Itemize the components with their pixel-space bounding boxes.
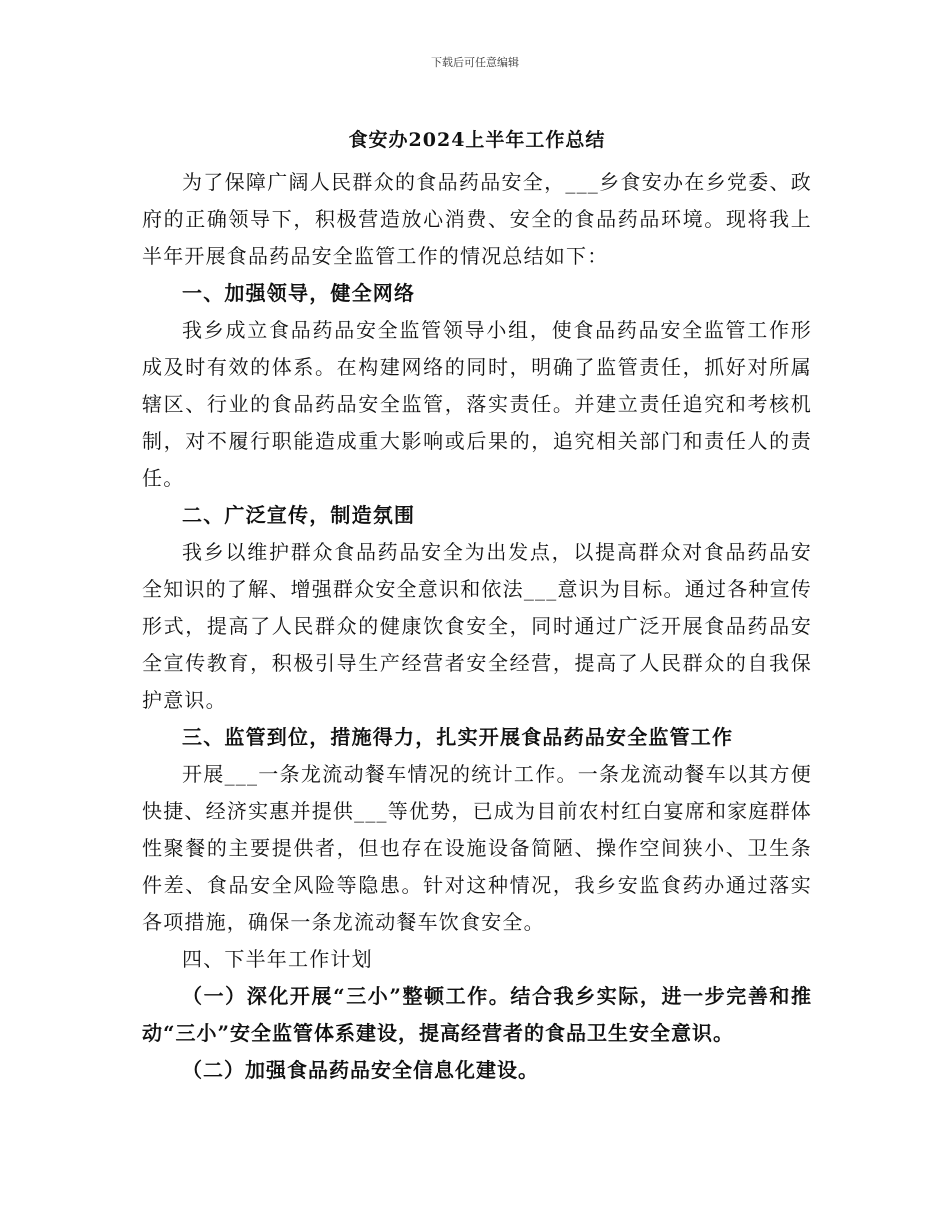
header-note: 下载后可任意编辑 bbox=[431, 56, 519, 69]
plan-item-1: （一）深化开展“三小”整顿工作。结合我乡实际，进一步完善和推动“三小”安全监管体系建设，提高经营者的食品卫生安全意识。 bbox=[142, 984, 812, 1045]
plan-heading: 四、下半年工作计划 bbox=[182, 947, 373, 971]
document-title: 食安办2024上半年工作总结 bbox=[348, 129, 606, 151]
section-body-1: 我乡成立食品药品安全监管领导小组，使食品药品安全监管工作形成及时有效的体系。在构建网络的同时，明确了监管责任，抓好对所属辖区、行业的食品药品安全监管，落实责任。并建立责任追究和考核机制，对不履行职能造成重大影响或后果的，追究相关部门和责任人的责任。 bbox=[142, 318, 812, 490]
plan-item-2: （二）加强食品药品安全信息化建设。 bbox=[182, 1058, 539, 1082]
section-body-2: 我乡以维护群众食品药品安全为出发点，以提高群众对食品药品安全知识的了解、增强群众安全意识和依法___意识为目标。通过各种宣传形式，提高了人民群众的健康饮食安全，同时通过广泛开展食品药品安全宣传教育，积极引导生产经营者安全经营，提高了人民群众的自我保护意识。 bbox=[142, 540, 812, 712]
document-body bbox=[142, 122, 812, 1089]
intro-paragraph: 为了保障广阔人民群众的食品药品安全，___乡食安办在乡党委、政府的正确领导下，积极营造放心消费、安全的食品药品环境。现将我上半年开展食品药品安全监管工作的情况总结如下： bbox=[142, 170, 812, 268]
section-heading-1: 一、加强领导，健全网络 bbox=[182, 281, 416, 305]
section-body-3: 开展___一条龙流动餐车情况的统计工作。一条龙流动餐车以其方便快捷、经济实惠并提供___等优势，已成为目前农村红白宴席和家庭群体性聚餐的主要提供者，但也存在设施设备简陋、操作空间狭小、卫生条件差、食品安全风险等隐患。针对这种情况，我乡安监食药办通过落实各项措施，确保一条龙流动餐车饮食安全。 bbox=[142, 762, 812, 934]
section-heading-2: 二、广泛宣传，制造氛围 bbox=[182, 503, 416, 527]
section-heading-3: 三、监管到位，措施得力，扎实开展食品药品安全监管工作 bbox=[182, 725, 734, 749]
